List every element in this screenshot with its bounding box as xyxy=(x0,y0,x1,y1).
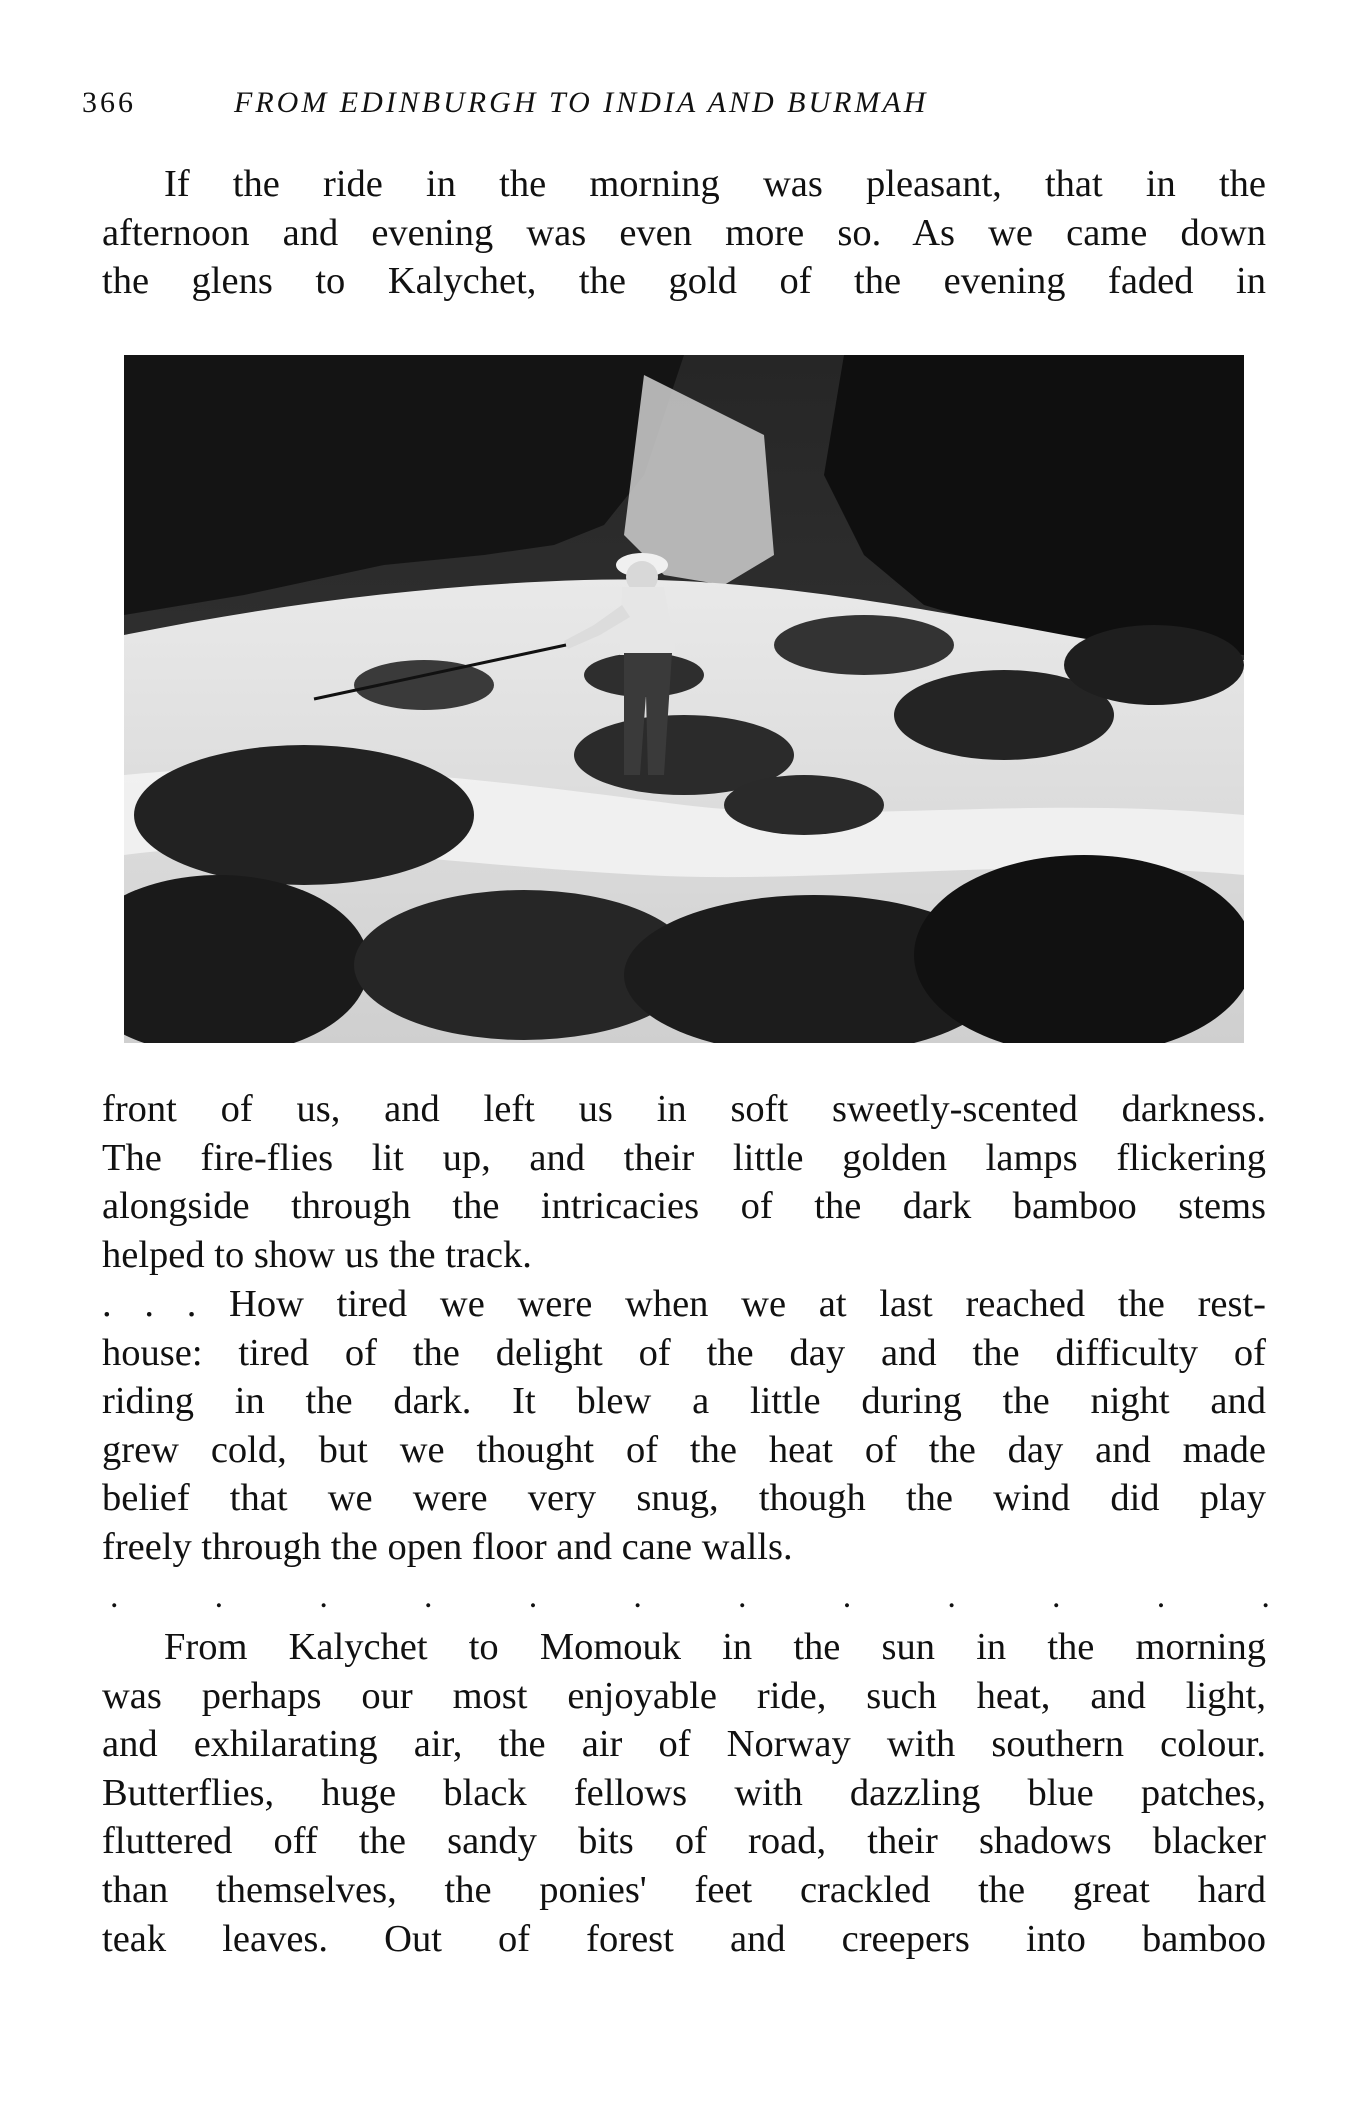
text-line: freely through the open floor and cane walls. xyxy=(102,1525,793,1568)
text-line: than themselves, the ponies' feet crackled the great hard xyxy=(102,1868,1266,1911)
paragraph-2 xyxy=(102,1085,1266,1279)
text-line: grew cold, but we thought of the heat of the day and made xyxy=(102,1428,1266,1471)
text-line: house: tired of the delight of the day and the difficulty of xyxy=(102,1331,1266,1374)
text-line: riding in the dark. It blew a little during the night and xyxy=(102,1380,1266,1423)
separator-dot: . xyxy=(214,1578,224,1615)
text-line: From Kalychet to Momouk in the sun in the morning xyxy=(164,1626,1266,1668)
separator-dot: . xyxy=(110,1578,119,1615)
paragraph-3 xyxy=(102,1280,1266,1572)
separator-dot: . xyxy=(738,1578,747,1615)
separator-dot: . xyxy=(424,1578,433,1615)
page-number: 366 xyxy=(82,86,136,119)
separator-dot: . xyxy=(528,1578,538,1615)
text-line: front of us, and left us in soft sweetly-scented darkness. xyxy=(102,1088,1266,1130)
separator-dot: . xyxy=(1261,1578,1270,1615)
running-title: FROM EDINBURGH TO INDIA AND BURMAH xyxy=(234,86,929,119)
separator-dot: . xyxy=(842,1578,852,1615)
separator-dot: . xyxy=(1052,1578,1061,1615)
text-line: was perhaps our most enjoyable ride, such heat, and light, xyxy=(102,1674,1266,1717)
page-header xyxy=(82,86,1282,132)
text-line: and exhilarating air, the air of Norway with southern colour. xyxy=(102,1723,1266,1766)
text-line: fluttered off the sandy bits of road, their shadows blacker xyxy=(102,1820,1266,1863)
separator-dot: . xyxy=(1156,1578,1166,1615)
text-line: The fire-flies lit up, and their little golden lamps flickering xyxy=(102,1136,1266,1179)
text-line: teak leaves. Out of forest and creepers into bamboo xyxy=(102,1917,1266,1960)
section-separator xyxy=(110,1578,1270,1615)
text-line: afternoon and evening was even more so. As we came down xyxy=(102,211,1266,254)
text-line: Butterflies, huge black fellows with dazzling blue patches, xyxy=(102,1771,1266,1814)
text-line: alongside through the intricacies of the dark bamboo stems xyxy=(102,1185,1266,1228)
text-line: . . . How tired we were when we at last reached the rest- xyxy=(102,1283,1266,1325)
separator-dot: . xyxy=(633,1578,642,1615)
separator-dot: . xyxy=(947,1578,956,1615)
photo-illustration xyxy=(124,355,1244,1043)
paragraph-4 xyxy=(102,1623,1266,1963)
text-line: belief that we were very snug, though the wind did play xyxy=(102,1477,1266,1520)
text-line: the glens to Kalychet, the gold of the evening faded in xyxy=(102,260,1266,303)
fishing-photograph xyxy=(124,355,1244,1043)
text-line: If the ride in the morning was pleasant, that in the xyxy=(164,163,1266,205)
paragraph-1 xyxy=(102,160,1266,306)
text-line: helped to show us the track. xyxy=(102,1233,532,1276)
separator-dot: . xyxy=(319,1578,328,1615)
